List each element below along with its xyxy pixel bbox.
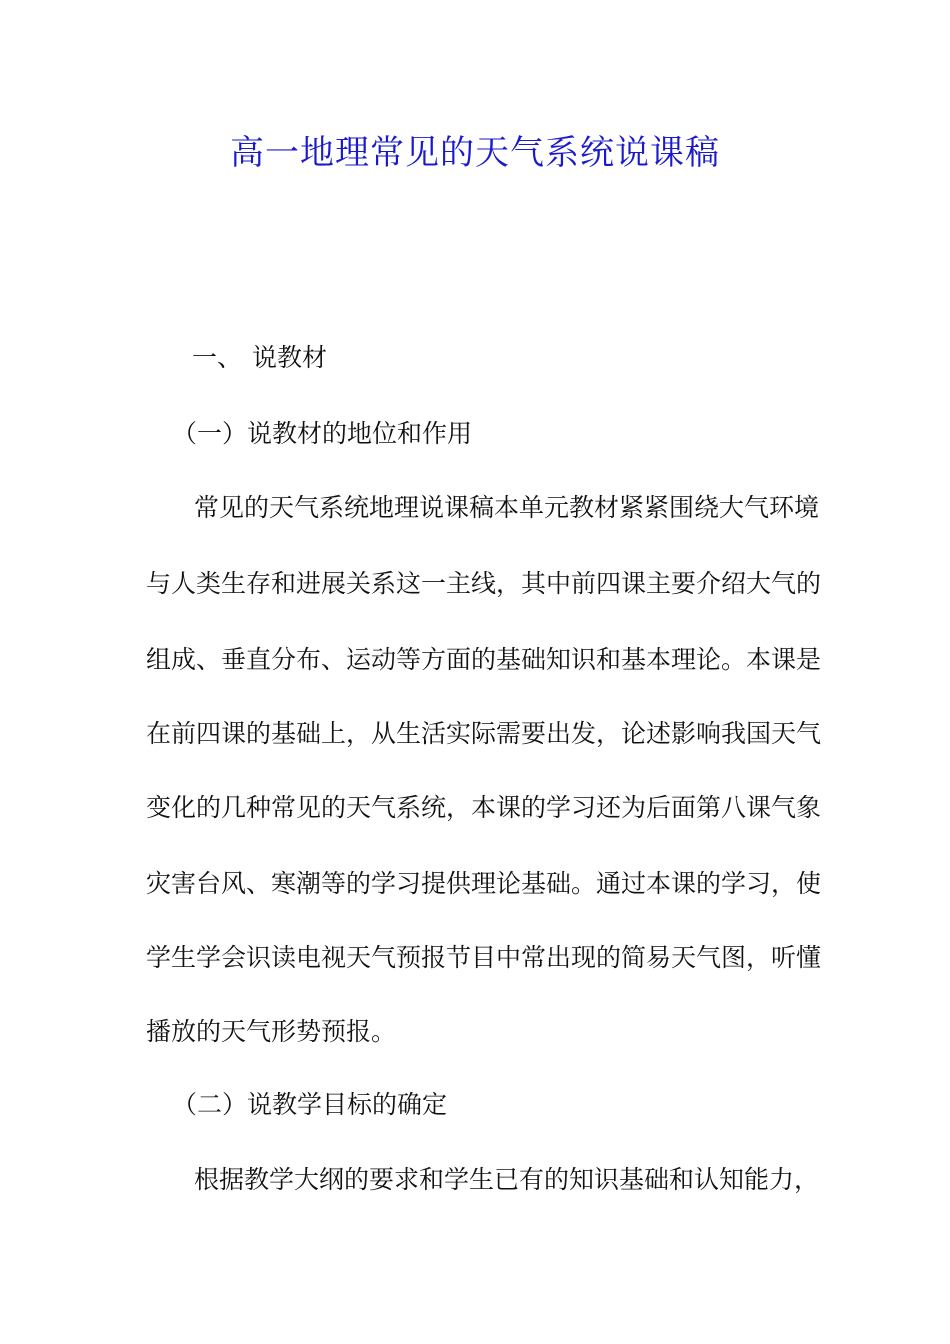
section-number: 一、 (192, 343, 243, 372)
paragraph-line: 常见的天气系统地理说课稿本单元教材紧紧围绕大气环境 (194, 493, 820, 522)
paragraph-line: 播放的天气形势预报。 (146, 1017, 397, 1046)
subsection-heading-1: （一）说教材的地位和作用 (172, 419, 473, 448)
section-heading-text: 说教材 (252, 343, 328, 372)
section-heading (192, 340, 327, 376)
paragraph-line: 灾害台风、寒潮等的学习提供理论基础。通过本课的学习，使 (146, 869, 822, 898)
paragraph-line: 与人类生存和进展关系这一主线，其中前四课主要介绍大气的 (146, 569, 822, 598)
paragraph-line: 学生学会识读电视天气预报节目中常出现的简易天气图，听懂 (146, 943, 822, 972)
paragraph-line: 组成、垂直分布、运动等方面的基础知识和基本理论。本课是 (146, 645, 822, 674)
document-title: 高一地理常见的天气系统说课稿 (230, 133, 720, 173)
paragraph-line: 在前四课的基础上，从生活实际需要出发，论述影响我国天气 (146, 719, 822, 748)
paragraph-line: 根据教学大纲的要求和学生已有的知识基础和认知能力， (194, 1165, 820, 1194)
subsection-heading-2: （二）说教学目标的确定 (172, 1090, 448, 1119)
paragraph-line: 变化的几种常见的天气系统，本课的学习还为后面第八课气象 (146, 793, 822, 822)
